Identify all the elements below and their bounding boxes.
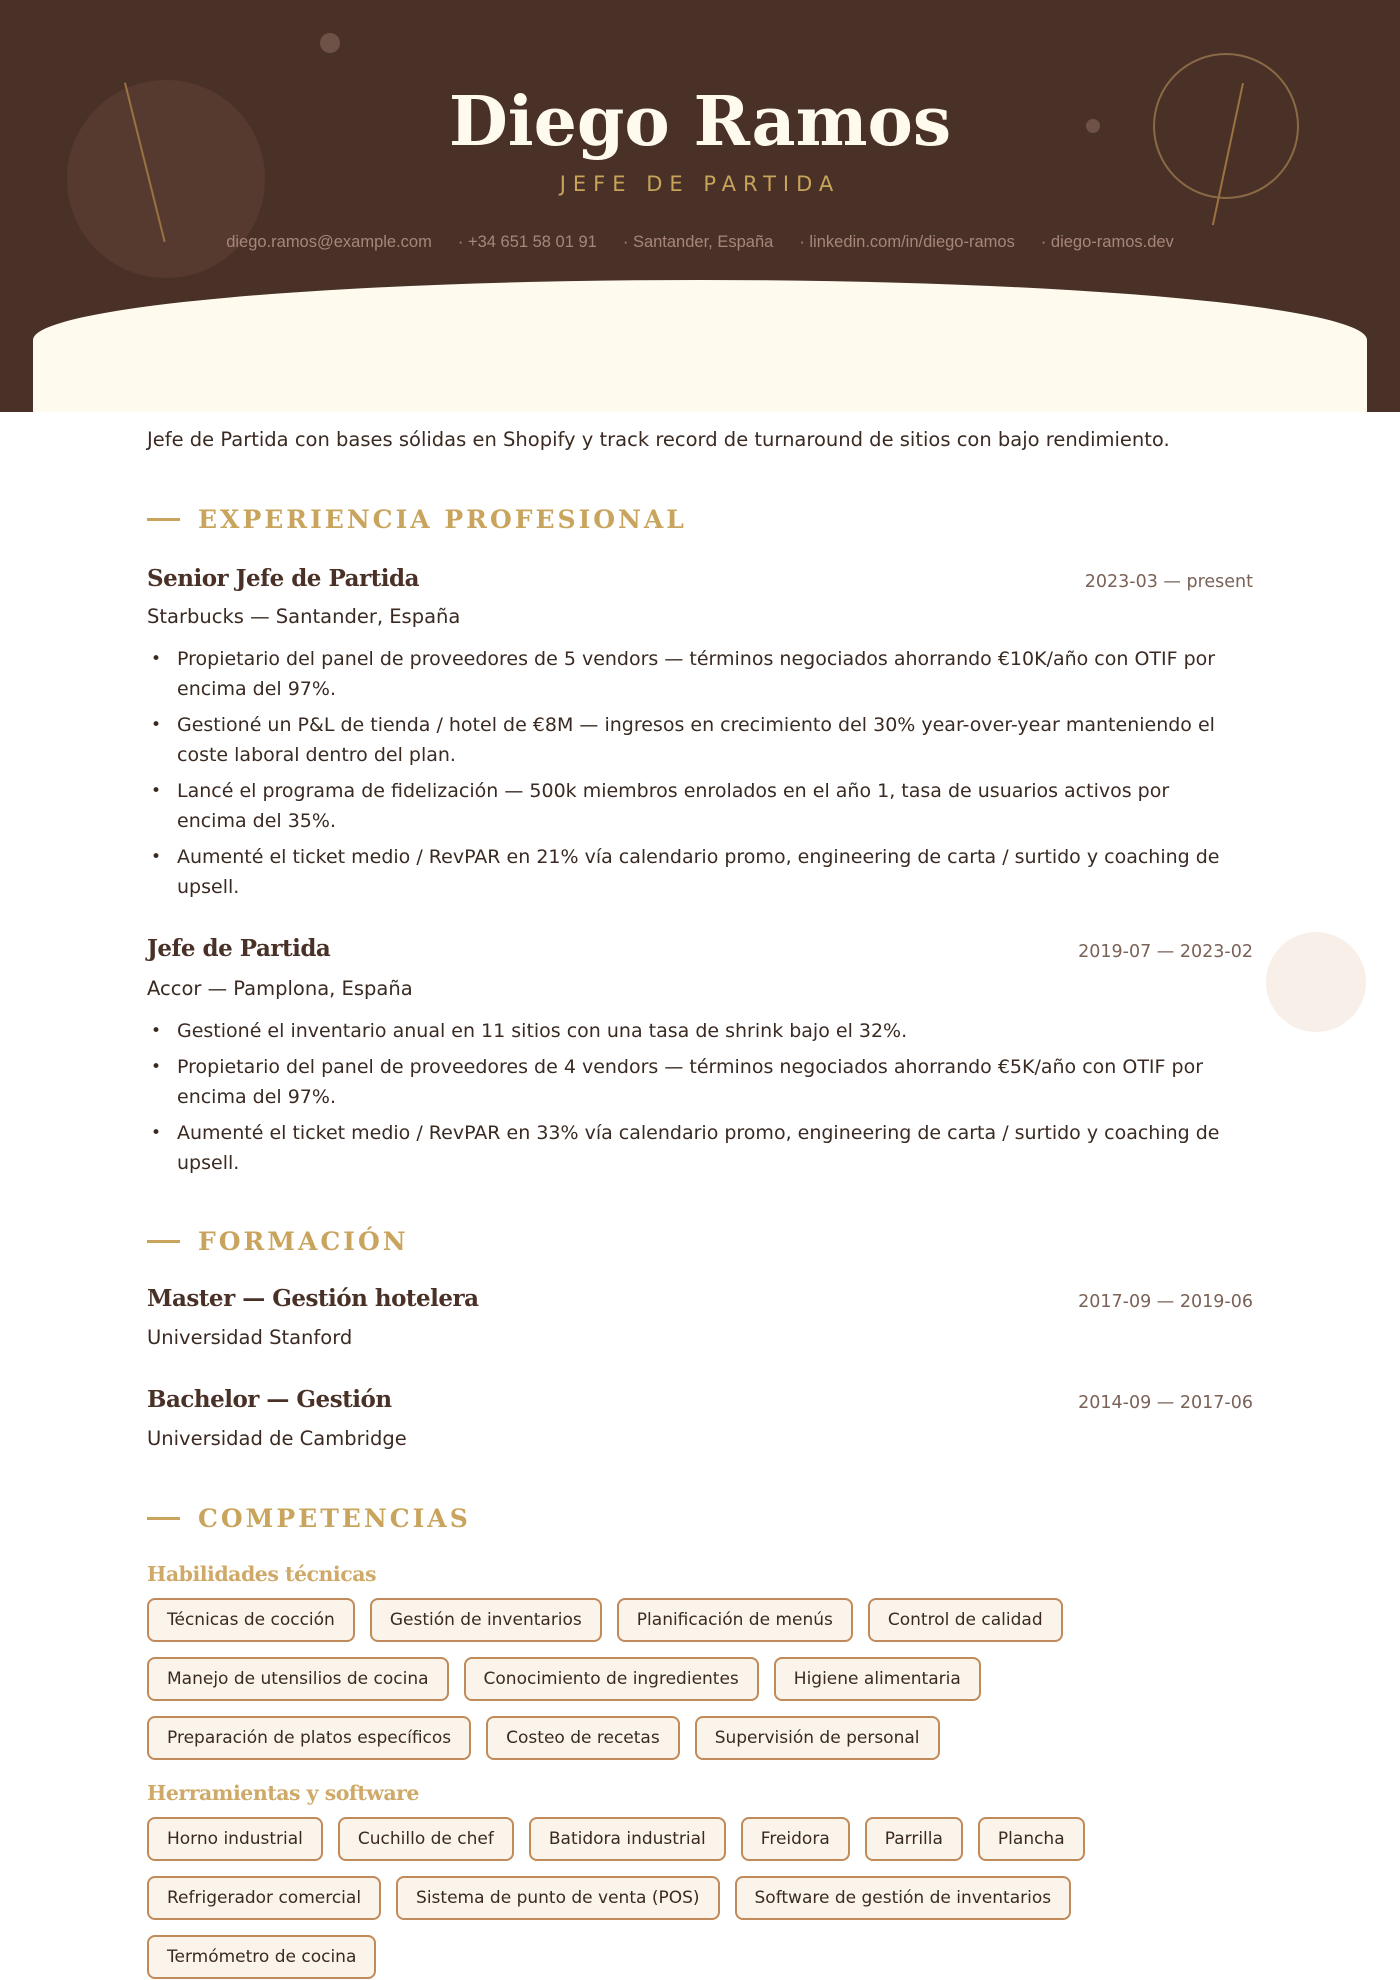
decorative-dot — [320, 33, 340, 53]
tool-chip: Software de gestión de inventarios — [735, 1876, 1072, 1920]
job-dates: 2023-03 — present — [1084, 572, 1253, 592]
decorative-circle — [1266, 932, 1366, 1032]
tool-chip: Batidora industrial — [529, 1817, 726, 1861]
job-title: Senior Jefe de Partida — [147, 565, 419, 592]
skill-chip: Control de calidad — [868, 1598, 1063, 1642]
tool-chip: Refrigerador comercial — [147, 1876, 381, 1920]
section-bar — [147, 518, 180, 521]
section-title-text: COMPETENCIAS — [198, 1504, 471, 1533]
list-item: • Gestioné el inventario anual en 11 sitios con una tasa de shrink bajo el 32%. — [147, 1016, 1237, 1046]
section-title-text: EXPERIENCIA PROFESIONAL — [198, 505, 687, 534]
skills-technical-title: Habilidades técnicas — [147, 1562, 377, 1586]
job-organization: Starbucks — Santander, España — [147, 605, 461, 628]
skill-chip: Higiene alimentaria — [774, 1657, 981, 1701]
skill-chip: Planificación de menús — [617, 1598, 853, 1642]
list-item: • Propietario del panel de proveedores de 4 vendors — términos negociados ahorrando €5K/año con OTIF por encima del 97%. — [147, 1052, 1237, 1112]
section-title-experience — [147, 505, 687, 534]
candidate-role: JEFE DE PARTIDA — [559, 172, 841, 196]
section-title-education — [147, 1227, 409, 1256]
job-dates: 2019-07 — 2023-02 — [1078, 942, 1253, 962]
tool-chip: Plancha — [978, 1817, 1085, 1861]
skills-tools-title: Herramientas y software — [147, 1781, 419, 1805]
degree-title: Master — Gestión hotelera — [147, 1285, 479, 1312]
skill-chip: Manejo de utensilios de cocina — [147, 1657, 449, 1701]
list-item: • Aumenté el ticket medio / RevPAR en 33% vía calendario promo, engineering de carta / surtido y coaching de upsell. — [147, 1118, 1237, 1178]
tool-chip: Cuchillo de chef — [338, 1817, 514, 1861]
job-title: Jefe de Partida — [147, 935, 331, 962]
skill-chip: Preparación de platos específicos — [147, 1716, 471, 1760]
section-title-skills — [147, 1504, 471, 1533]
skills-technical-list — [147, 1598, 1253, 1760]
section-bar — [147, 1240, 180, 1243]
tool-chip: Freidora — [741, 1817, 850, 1861]
school-name: Universidad de Cambridge — [147, 1427, 407, 1450]
job-bullets — [147, 1016, 1237, 1184]
skill-chip: Supervisión de personal — [695, 1716, 940, 1760]
tool-chip: Sistema de punto de venta (POS) — [396, 1876, 719, 1920]
contact-phone[interactable]: · +34 651 58 01 91 — [457, 233, 597, 251]
resume-header — [0, 0, 1400, 412]
tool-chip: Horno industrial — [147, 1817, 323, 1861]
contact-linkedin[interactable]: · linkedin.com/in/diego-ramos — [799, 233, 1015, 251]
contact-website[interactable]: · diego-ramos.dev — [1040, 233, 1174, 251]
list-item: • Aumenté el ticket medio / RevPAR en 21% vía calendario promo, engineering de carta / surtido y coaching de upsell. — [147, 842, 1237, 902]
contact-list — [0, 233, 1400, 252]
skill-chip: Costeo de recetas — [486, 1716, 680, 1760]
list-item: • Propietario del panel de proveedores de 5 vendors — términos negociados ahorrando €10K/año con OTIF por encima del 97%. — [147, 644, 1237, 704]
candidate-name: Diego Ramos — [448, 82, 952, 162]
list-item: • Gestioné un P&L de tienda / hotel de €8M — ingresos en crecimiento del 30% year-over-year manteniendo el coste laboral dentro del plan. — [147, 710, 1237, 770]
job-bullets — [147, 644, 1237, 908]
degree-dates: 2014-09 — 2017-06 — [1078, 1393, 1253, 1413]
section-bar — [147, 1517, 180, 1520]
contact-location: · Santander, España — [622, 233, 774, 251]
tool-chip: Termómetro de cocina — [147, 1935, 376, 1979]
skill-chip: Gestión de inventarios — [370, 1598, 602, 1642]
degree-title: Bachelor — Gestión — [147, 1386, 392, 1413]
tool-chip: Parrilla — [865, 1817, 963, 1861]
job-organization: Accor — Pamplona, España — [147, 977, 413, 1000]
skill-chip: Conocimiento de ingredientes — [464, 1657, 759, 1701]
school-name: Universidad Stanford — [147, 1326, 353, 1349]
contact-email[interactable]: diego.ramos@example.com — [226, 233, 432, 251]
section-title-text: FORMACIÓN — [198, 1227, 409, 1256]
summary: Jefe de Partida con bases sólidas en Shopify y track record de turnaround de sitios con bajo rendimiento. — [147, 428, 1170, 451]
list-item: • Lancé el programa de fidelización — 500k miembros enrolados en el año 1, tasa de usuarios activos por encima del 35%. — [147, 776, 1237, 836]
skills-tools-list — [147, 1817, 1253, 1979]
degree-dates: 2017-09 — 2019-06 — [1078, 1292, 1253, 1312]
skill-chip: Técnicas de cocción — [147, 1598, 355, 1642]
header-curve-fill — [33, 340, 1367, 412]
